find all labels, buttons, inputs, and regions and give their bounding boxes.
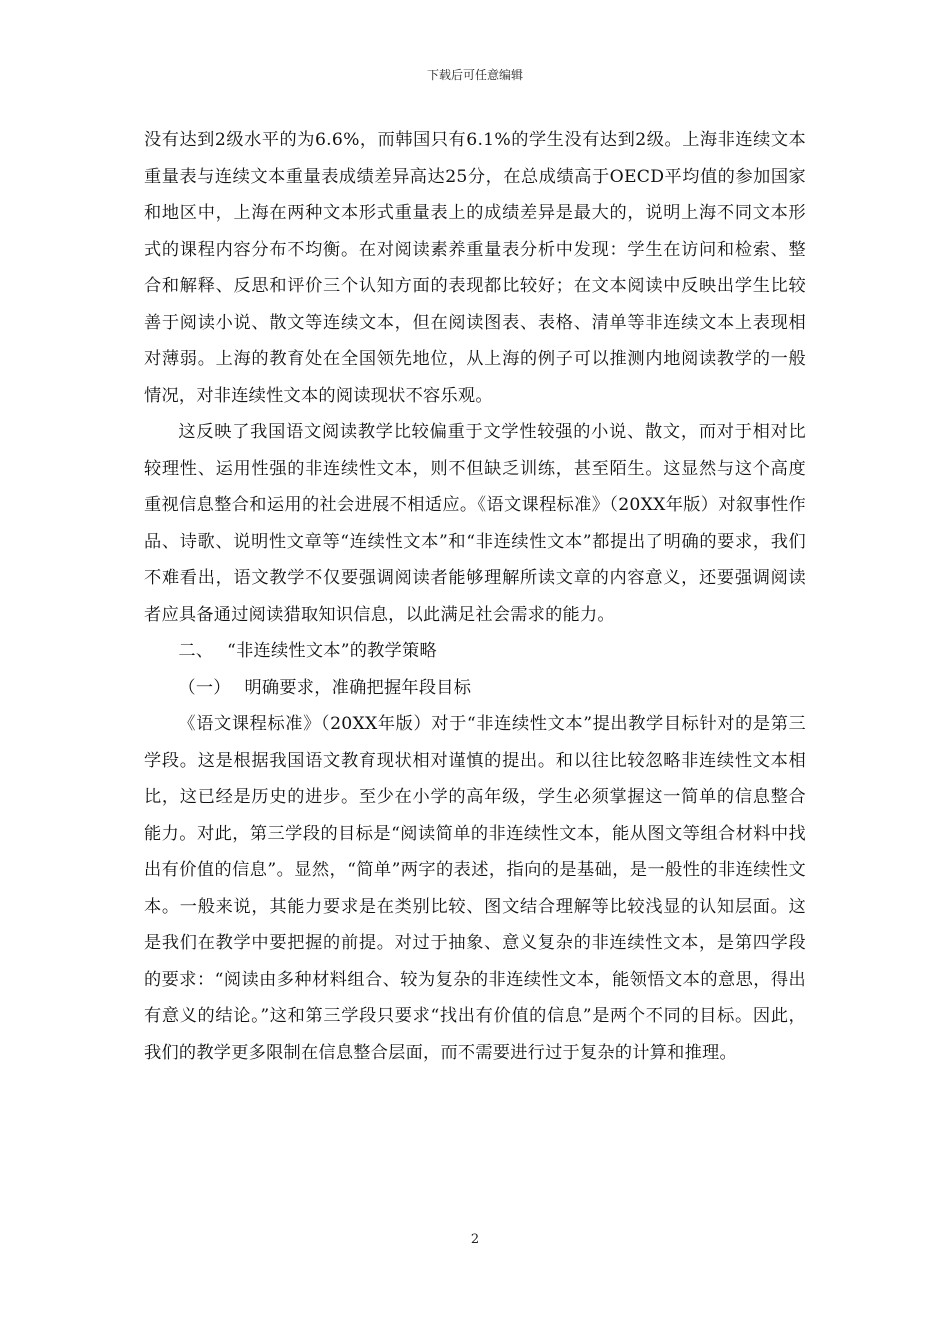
document-body bbox=[144, 122, 806, 1071]
sub-heading bbox=[144, 670, 806, 707]
paragraph-3: 《语文课程标准》（20XX年版）对于“非连续性文本”提出教学目标针对的是第三学段。这是根据我国语文教育现状相对谨慎的提出。和以往比较忽略非连续性文本相比，这已经是历史的进步。至少在小学的高年级，学生必须掌握这一简单的信息整合能力。对此，第三学段的目标是“阅读简单的非连续性文本，能从图文等组合材料中找出有价值的信息”。显然，“简单”两字的表述，指向的是基础，是一般性的非连续性文本。一般来说，其能力要求是在类别比较、图文结合理解等比较浅显的认知层面。这是我们在教学中要把握的前提。对过于抽象、意义复杂的非连续性文本，是第四学段的要求：“阅读由多种材料组合、较为复杂的非连续性文本，能领悟文本的意思，得出有意义的结论。”这和第三学段只要求“找出有价值的信息”是两个不同的目标。因此，我们的教学更多限制在信息整合层面，而不需要进行过于复杂的计算和推理。 bbox=[144, 714, 806, 1063]
section-heading bbox=[144, 633, 806, 670]
paragraph-1: 没有达到2级水平的为6.6%，而韩国只有6.1%的学生没有达到2级。上海非连续文本重量表与连续文本重量表成绩差异高达25分，在总成绩高于OECD平均值的参加国家和地区中，上海在两种文本形式重量表上的成绩差异是最大的，说明上海不同文本形式的课程内容分布不均衡。在对阅读素养重量表分析中发现：学生在访问和检索、整合和解释、反思和评价三个认知方面的表现都比较好；在文本阅读中反映出学生比较善于阅读小说、散文等连续文本，但在阅读图表、表格、清单等非连续文本上表现相对薄弱。上海的教育处在全国领先地位，从上海的例子可以推测内地阅读教学的一般情况，对非连续性文本的阅读现状不容乐观。 bbox=[144, 130, 806, 406]
paragraph-2: 这反映了我国语文阅读教学比较偏重于文学性较强的小说、散文，而对于相对比较理性、运用性强的非连续性文本，则不但缺乏训练，甚至陌生。这显然与这个高度重视信息整合和运用的社会进展不相适应。《语文课程标准》（20XX年版）对叙事性作品、诗歌、说明性文章等“连续性文本”和“非连续性文本”都提出了明确的要求，我们不难看出，语文教学不仅要强调阅读者能够理解所读文章的内容意义，还要强调阅读者应具备通过阅读猎取知识信息，以此满足社会需求的能力。 bbox=[144, 422, 806, 625]
sub-heading-number: （一） bbox=[178, 677, 231, 698]
section-heading-title: “非连续性文本”的教学策略 bbox=[227, 641, 437, 661]
page-header-note: 下载后可任意编辑 bbox=[426, 68, 523, 82]
sub-heading-title: 明确要求，准确把握年段目标 bbox=[244, 677, 472, 698]
page-number: 2 bbox=[470, 1232, 480, 1247]
section-heading-number: 二、 bbox=[178, 641, 214, 661]
